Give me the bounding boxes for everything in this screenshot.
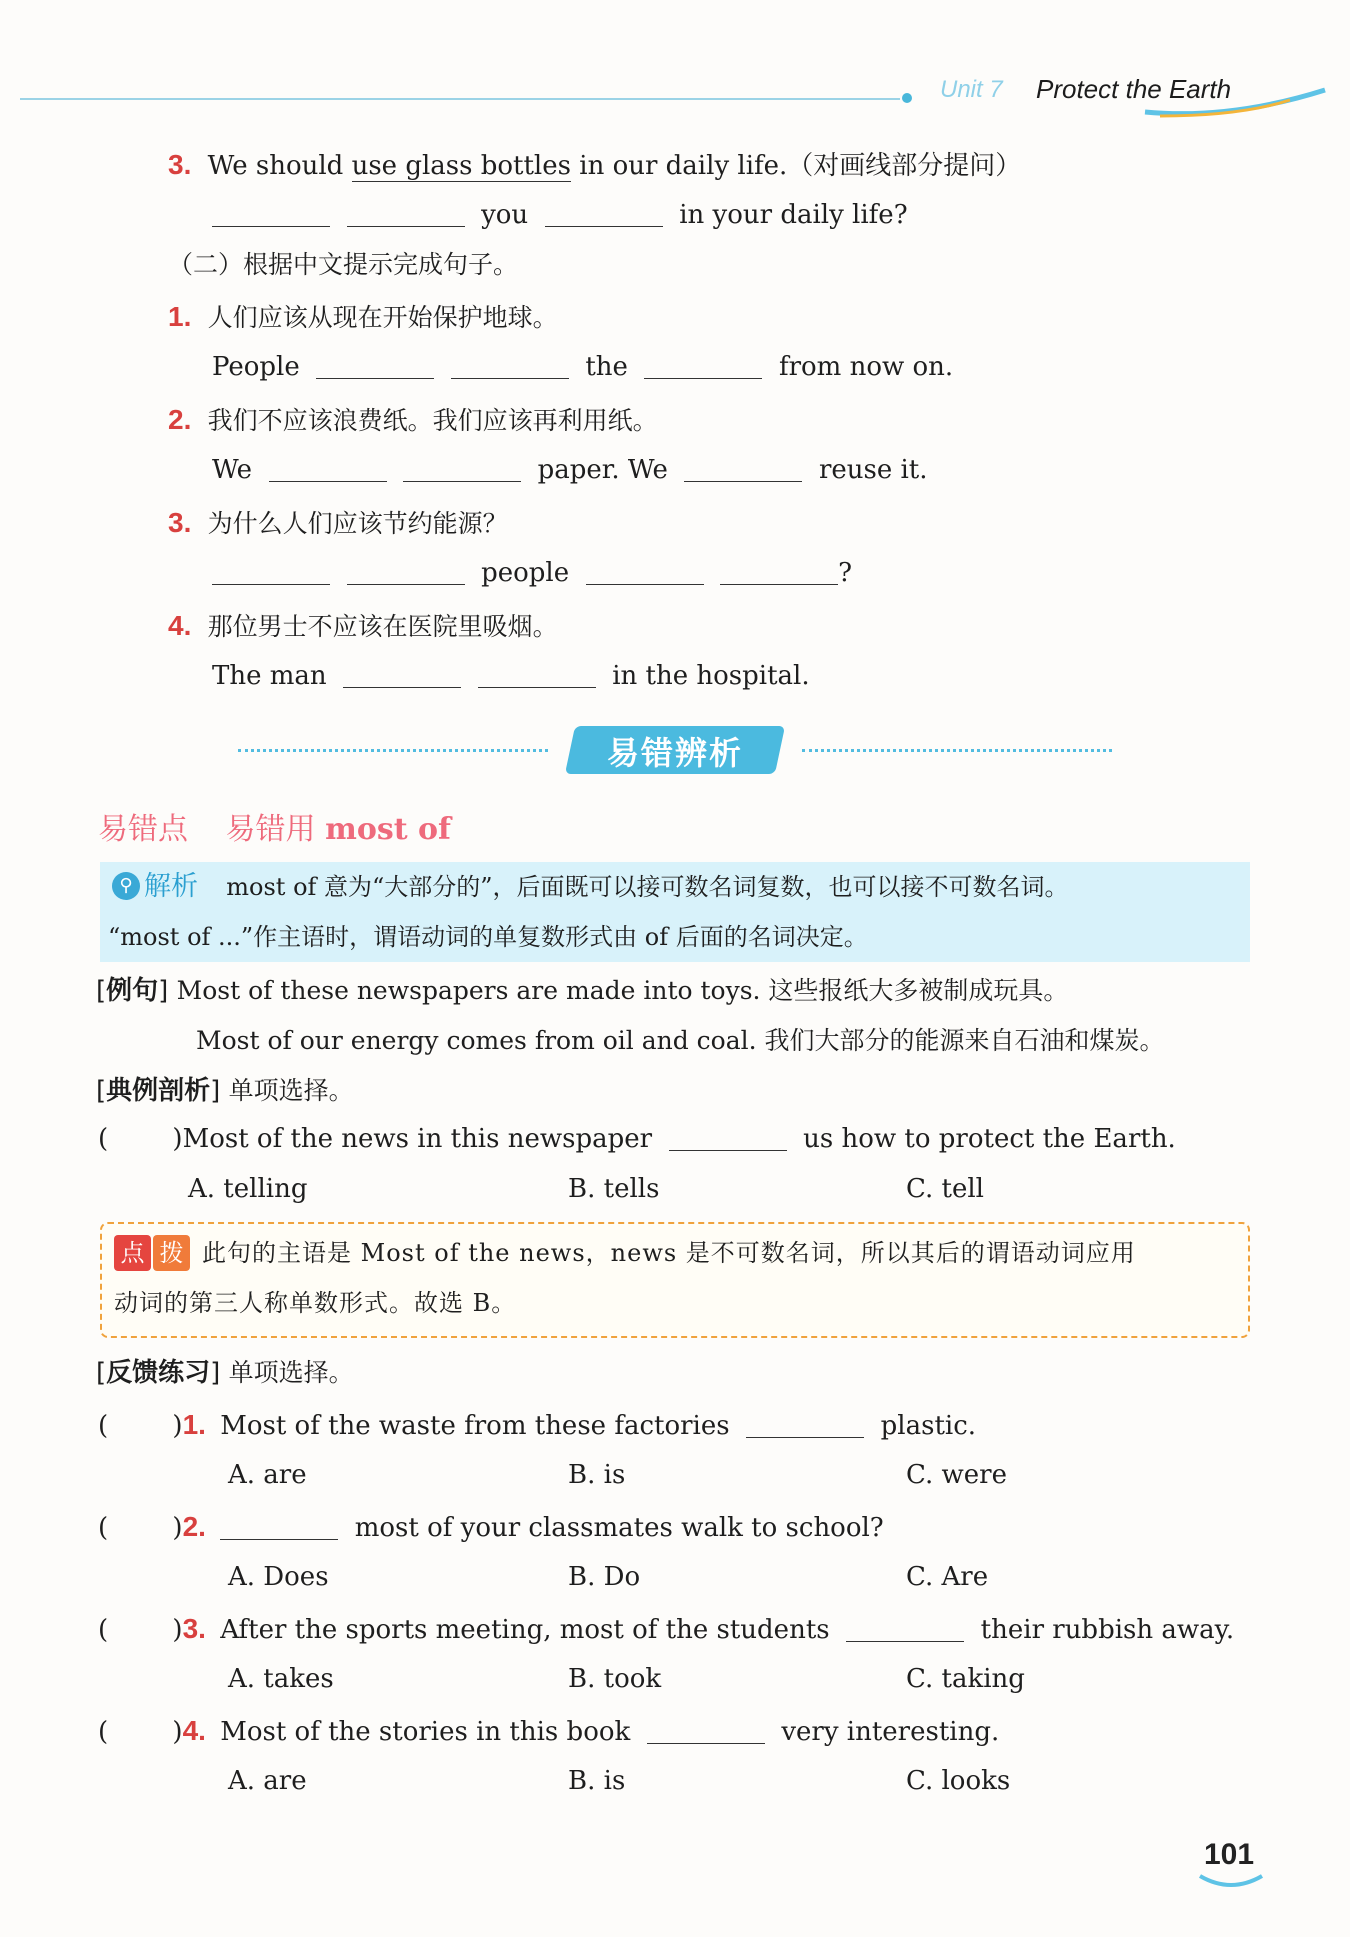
q3-option-a[interactable]: A. takes (228, 1664, 334, 1694)
header-dot (902, 93, 912, 103)
translate-answer-3 (212, 556, 852, 590)
feedback-question-3 (98, 1612, 1234, 1647)
answer-blank[interactable] (220, 1513, 338, 1540)
section-banner-title: 易错辨析 (606, 734, 743, 772)
question-text: very interesting. (781, 1717, 1000, 1747)
example-tag: [例句] (96, 976, 169, 1006)
analysis-line-2: “most of ...”作主语时，谓语动词的单复数形式由 of 后面的名词决定。 (108, 923, 868, 951)
answer-paren-close: ) (172, 1411, 183, 1441)
answer-blank[interactable] (212, 200, 330, 227)
banner-dots-left (238, 749, 548, 752)
header-rule (20, 98, 900, 100)
translate-answer-2 (212, 453, 928, 487)
question-number: 1. (182, 1409, 206, 1440)
question-number: 3. (182, 1613, 206, 1644)
feedback-question-2 (98, 1510, 884, 1545)
question-text: Most of the waste from these factories (220, 1411, 730, 1441)
q3-answer-line (212, 198, 908, 232)
answer-blank[interactable] (746, 1411, 864, 1438)
question-number: 4. (168, 610, 192, 641)
banner-dots-right (802, 749, 1112, 752)
answer-blank[interactable] (343, 661, 461, 688)
q1-option-a[interactable]: A. are (228, 1460, 307, 1490)
answer-text: People (212, 352, 300, 382)
page-swoosh-icon (1196, 1872, 1266, 1892)
translate-answer-4 (212, 659, 810, 693)
q2-option-b[interactable]: B. Do (568, 1562, 641, 1592)
answer-paren-close: ) (172, 1615, 183, 1645)
answer-paren-close: ) (172, 1124, 183, 1154)
answer-blank[interactable] (669, 1124, 787, 1151)
answer-blank[interactable] (647, 1717, 765, 1744)
example-line-1 (96, 974, 1068, 1008)
answer-paren[interactable]: ( (98, 1615, 109, 1645)
header-title: Protect the Earth (1036, 74, 1232, 104)
typical-heading (96, 1074, 354, 1108)
answer-blank[interactable] (684, 455, 802, 482)
answer-text: paper. We (537, 455, 668, 485)
question-text: Most of the stories in this book (220, 1717, 631, 1747)
q4-option-b[interactable]: B. is (568, 1766, 626, 1796)
q2-option-a[interactable]: A. Does (228, 1562, 329, 1592)
tip-badge-char: 点 (114, 1235, 151, 1271)
error-point-title-en: most of (325, 812, 451, 847)
typical-tag: [典例剖析] (96, 1076, 221, 1106)
header-swoosh-icon (1140, 82, 1330, 122)
page-number: 101 (1204, 1838, 1255, 1871)
question-text: us how to protect the Earth. (803, 1124, 1176, 1154)
tip-line-2: 动词的第三人称单数形式。故选 B。 (114, 1289, 517, 1317)
answer-text: in the hospital. (612, 661, 810, 691)
question-text: plastic. (880, 1411, 977, 1441)
q3-underlined: use glass bottles (351, 151, 571, 181)
example-sentence: Most of these newspapers are made into toys. 这些报纸大多被制成玩具。 (176, 976, 1069, 1005)
tip-badge (114, 1235, 190, 1271)
analysis-line-1 (144, 870, 1069, 904)
question-number: 3. (168, 149, 192, 180)
typical-option-a[interactable]: A. telling (188, 1174, 308, 1204)
answer-blank[interactable] (403, 455, 521, 482)
answer-blank[interactable] (478, 661, 596, 688)
answer-blank[interactable] (269, 455, 387, 482)
translate-item-1 (168, 300, 558, 335)
question-number: 4. (182, 1715, 206, 1746)
answer-paren[interactable]: ( (98, 1717, 109, 1747)
q3-text-pre: We should (207, 151, 352, 181)
typical-option-c[interactable]: C. tell (906, 1174, 984, 1204)
q3-option-b[interactable]: B. took (568, 1664, 662, 1694)
answer-blank[interactable] (586, 558, 704, 585)
answer-blank[interactable] (720, 558, 838, 585)
q3-option-c[interactable]: C. taking (906, 1664, 1025, 1694)
answer-text: ? (838, 558, 853, 588)
answer-blank[interactable] (316, 352, 434, 379)
example-line-2: Most of our energy comes from oil and coal. 我们大部分的能源来自石油和煤炭。 (196, 1026, 1165, 1055)
tip-badge-char: 拨 (153, 1235, 190, 1271)
q2-option-c[interactable]: C. Are (906, 1562, 989, 1592)
translate-answer-1 (212, 350, 953, 384)
header-unit: Unit 7 (940, 76, 1003, 103)
answer-blank[interactable] (644, 352, 762, 379)
answer-text: you (481, 200, 529, 230)
question-number: 3. (168, 507, 192, 538)
q4-option-a[interactable]: A. are (228, 1766, 307, 1796)
q1-option-c[interactable]: C. were (906, 1460, 1007, 1490)
answer-paren-close: ) (172, 1717, 183, 1747)
answer-blank[interactable] (347, 558, 465, 585)
error-point-label: 易错点 (98, 812, 188, 847)
answer-blank[interactable] (846, 1615, 964, 1642)
typical-instruction: 单项选择。 (228, 1076, 354, 1105)
answer-text: people (481, 558, 570, 588)
chinese-prompt: 那位男士不应该在医院里吸烟。 (207, 612, 558, 641)
error-point-heading (98, 804, 451, 848)
error-point-title: 易错用 (225, 812, 326, 847)
section-b-heading: （二）根据中文提示完成句子。 (168, 250, 519, 279)
answer-blank[interactable] (212, 558, 330, 585)
answer-text: from now on. (778, 352, 954, 382)
feedback-tag: [反馈练习] (96, 1358, 221, 1388)
answer-blank[interactable] (451, 352, 569, 379)
answer-paren[interactable]: ( (98, 1513, 109, 1543)
question-text: most of your classmates walk to school? (354, 1513, 884, 1543)
feedback-heading (96, 1356, 354, 1390)
question-number: 2. (182, 1511, 206, 1542)
feedback-question-1 (98, 1408, 976, 1443)
analysis-label: 解析 (144, 871, 198, 902)
chinese-prompt: 我们不应该浪费纸。我们应该再利用纸。 (207, 406, 658, 435)
answer-blank[interactable] (545, 200, 663, 227)
typical-question (98, 1122, 1176, 1156)
analysis-text: most of 意为“大部分的”，后面既可以接可数名词复数，也可以接不可数名词。 (226, 873, 1069, 901)
translate-item-3 (168, 506, 508, 541)
question-text: After the sports meeting, most of the students (220, 1615, 830, 1645)
answer-text: The man (212, 661, 327, 691)
answer-text: reuse it. (818, 455, 928, 485)
answer-text: the (585, 352, 628, 382)
translate-item-2 (168, 403, 658, 438)
question-text: their rubbish away. (980, 1615, 1235, 1645)
q3-transform (168, 148, 1021, 183)
answer-paren[interactable]: ( (98, 1411, 109, 1441)
answer-text: in your daily life? (679, 200, 908, 230)
q4-option-c[interactable]: C. looks (906, 1766, 1011, 1796)
feedback-instruction: 单项选择。 (228, 1358, 354, 1387)
chinese-prompt: 为什么人们应该节约能源？ (207, 509, 508, 538)
answer-blank[interactable] (347, 200, 465, 227)
key-icon: ⚲ (112, 872, 140, 900)
answer-paren-close: ) (172, 1513, 183, 1543)
chinese-prompt: 人们应该从现在开始保护地球。 (207, 303, 558, 332)
answer-text: We (212, 455, 252, 485)
question-number: 2. (168, 404, 192, 435)
feedback-question-4 (98, 1714, 999, 1749)
translate-item-4 (168, 609, 558, 644)
question-text: Most of the news in this newspaper (182, 1124, 653, 1154)
question-number: 1. (168, 301, 192, 332)
tip-line-1: 此句的主语是 Most of the news，news 是不可数名词，所以其后的谓语动词应用 (202, 1239, 1136, 1267)
typical-option-b[interactable]: B. tells (568, 1174, 660, 1204)
q3-text-post: in our daily life.（对画线部分提问） (570, 151, 1022, 181)
answer-paren[interactable]: ( (98, 1124, 109, 1154)
q1-option-b[interactable]: B. is (568, 1460, 626, 1490)
